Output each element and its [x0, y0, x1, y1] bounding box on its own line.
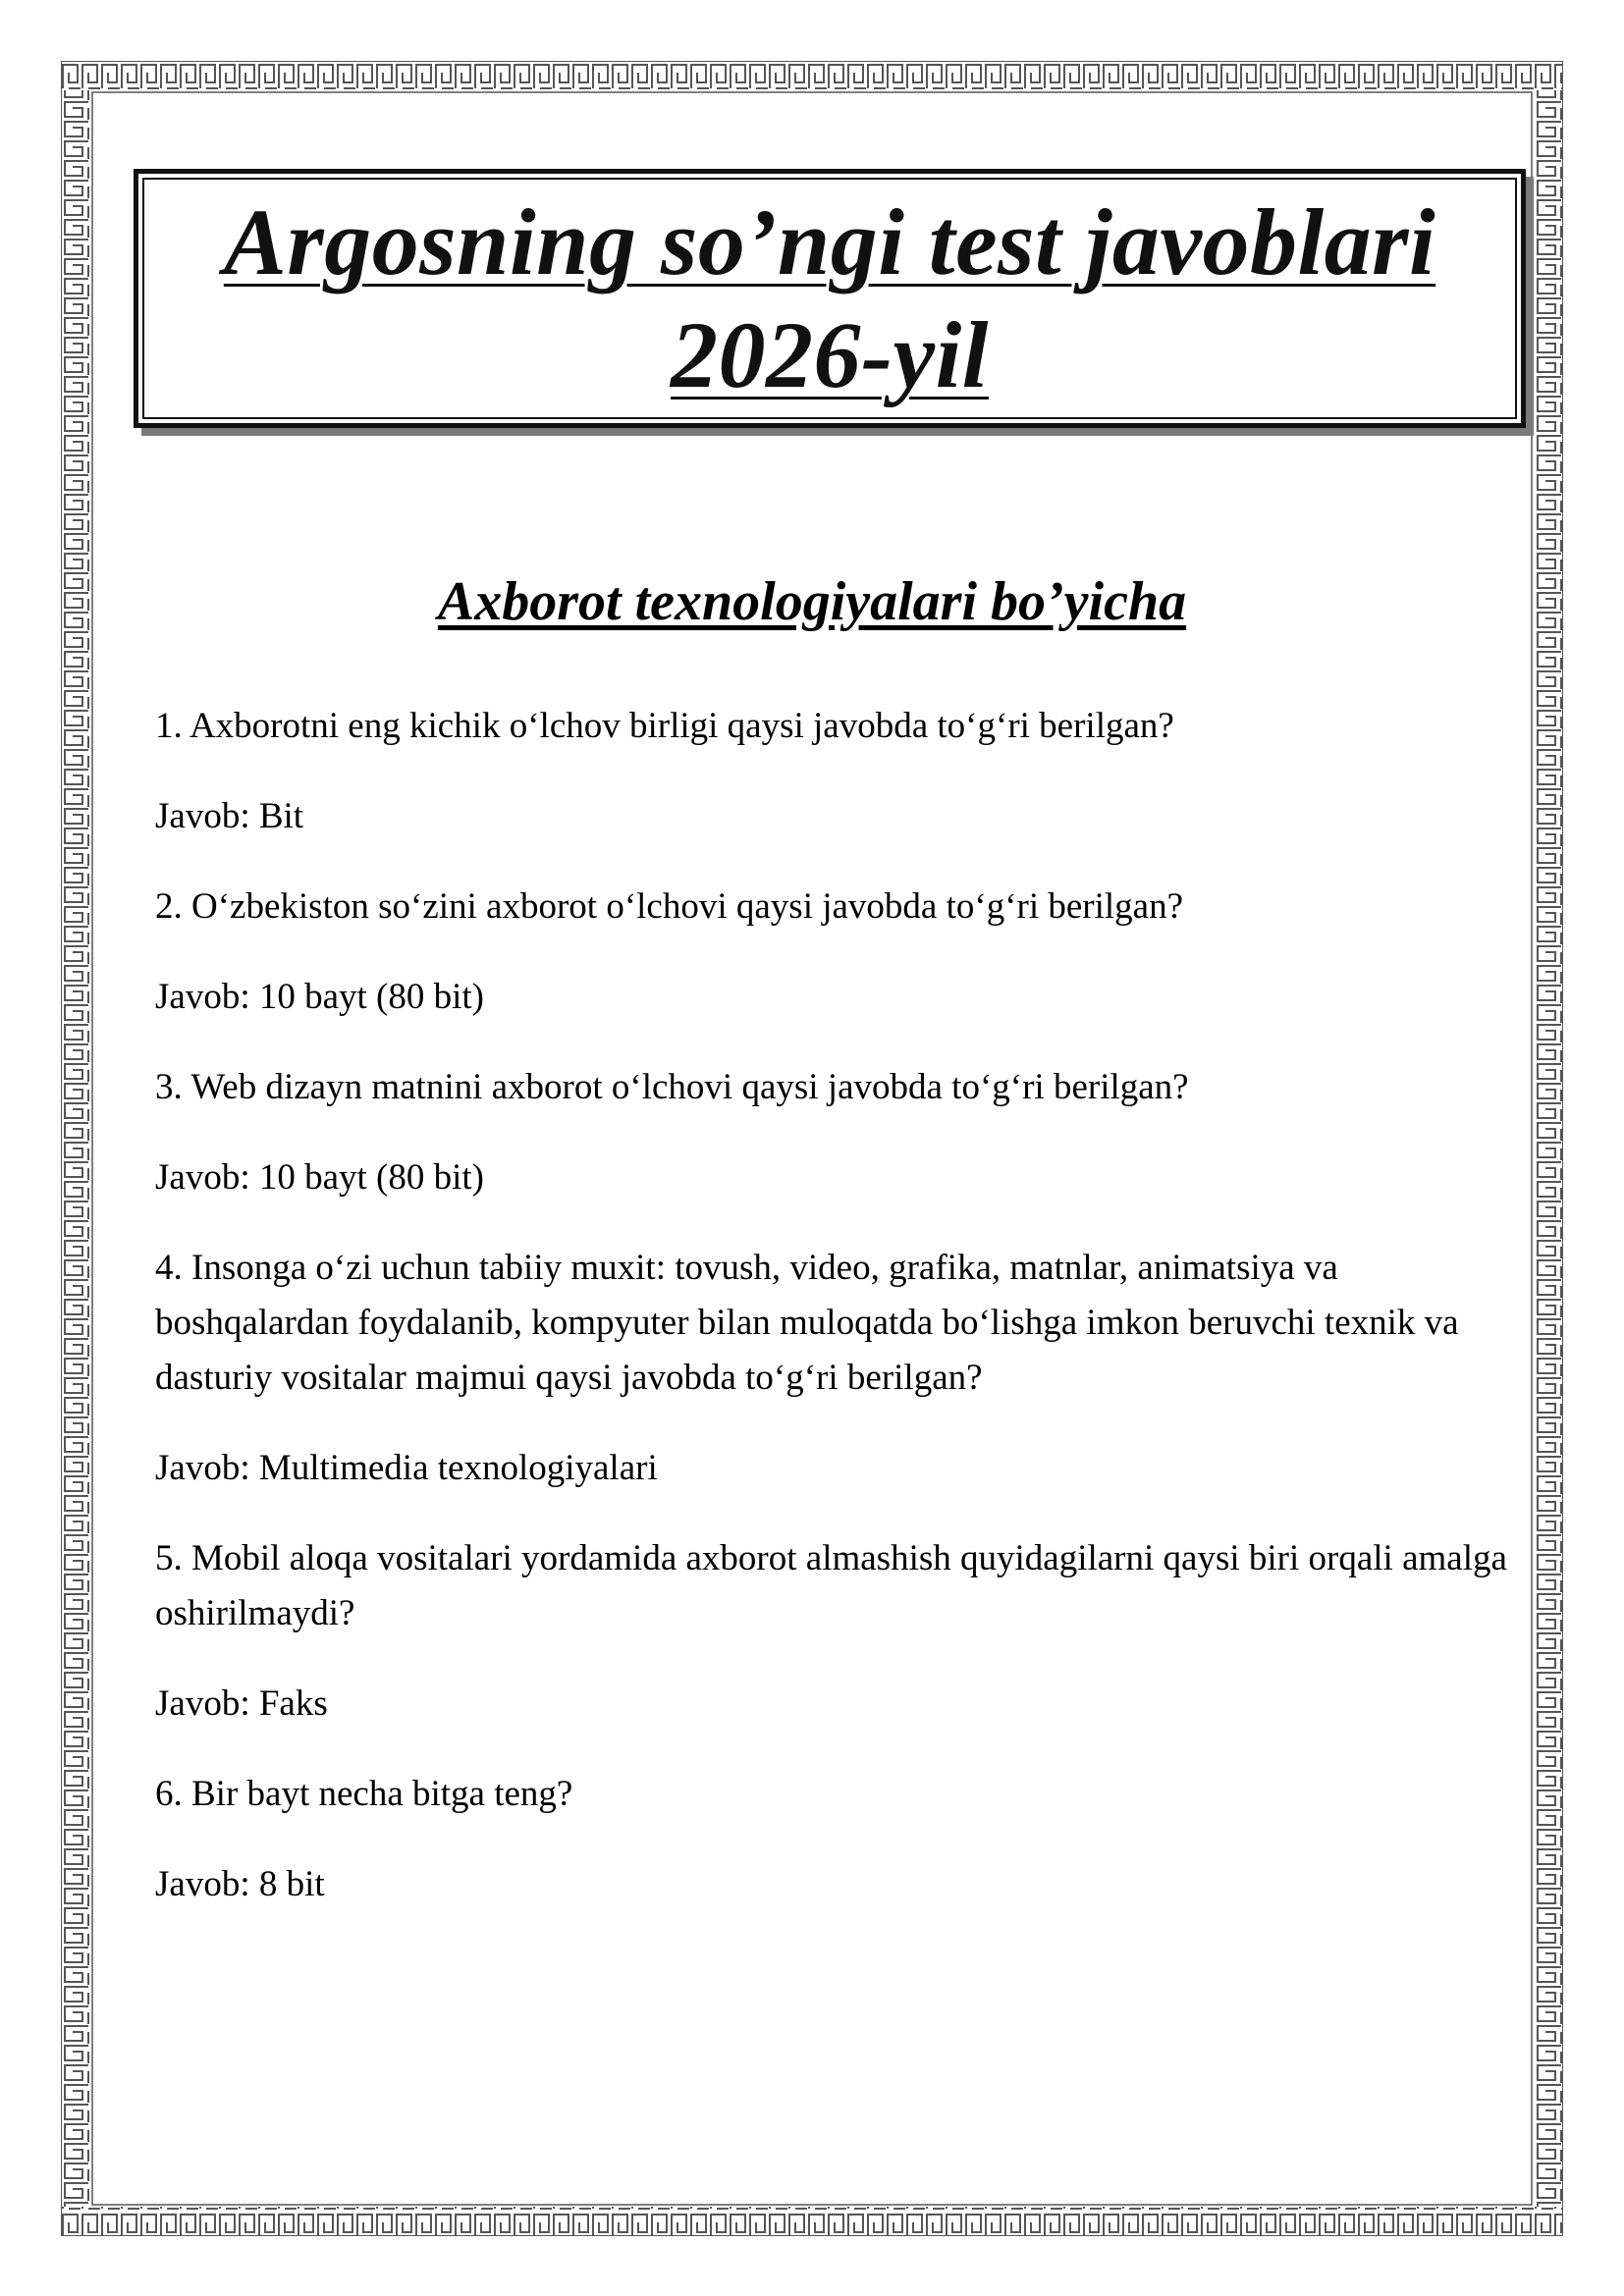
qa-list [155, 699, 1510, 1948]
answer-text: Javob: Multimedia texnologiyalari [155, 1448, 658, 1488]
page-title-year: 2026-yil [671, 302, 989, 407]
answer-text: Javob: 8 bit [155, 1864, 325, 1904]
qa-item [155, 1060, 1510, 1205]
qa-item [155, 1241, 1510, 1496]
section-heading: Axborot texnologiyalari bo’yicha [437, 571, 1187, 632]
qa-item [155, 880, 1510, 1025]
title-box [134, 169, 1526, 428]
question-text: 5. Mobil aloqa vositalari yordamida axborot almashish quyidagilarni qaysi biri orqali amalga oshirilmaydi? [155, 1538, 1507, 1633]
qa-item [155, 699, 1510, 844]
question-text: 2. O‘zbekiston so‘zini axborot o‘lchovi qaysi javobda to‘g‘ri berilgan? [155, 886, 1184, 927]
qa-item [155, 1767, 1510, 1912]
question-text: 3. Web dizayn matnini axborot o‘lchovi qaysi javobda to‘g‘ri berilgan? [155, 1067, 1189, 1107]
qa-item [155, 1531, 1510, 1732]
question-text: 1. Axborotni eng kichik o‘lchov birligi qaysi javobda to‘g‘ri berilgan? [155, 706, 1174, 746]
answer-text: Javob: Faks [155, 1683, 328, 1724]
question-text: 6. Bir bayt necha bitga teng? [155, 1774, 573, 1814]
answer-text: Javob: Bit [155, 796, 304, 836]
page-title: Argosning so’ngi test javoblari [223, 188, 1436, 294]
answer-text: Javob: 10 bayt (80 bit) [155, 1157, 485, 1198]
answer-text: Javob: 10 bayt (80 bit) [155, 977, 485, 1017]
question-text: 4. Insonga o‘zi uchun tabiiy muxit: tovush, video, grafika, matnlar, animatsiya va boshqalardan foydalanib, kompyuter bilan muloqatda bo‘lishga imkon beruvchi texnik va dasturiy vositalar majmui qaysi javobda to‘g‘ri berilgan? [155, 1248, 1459, 1398]
